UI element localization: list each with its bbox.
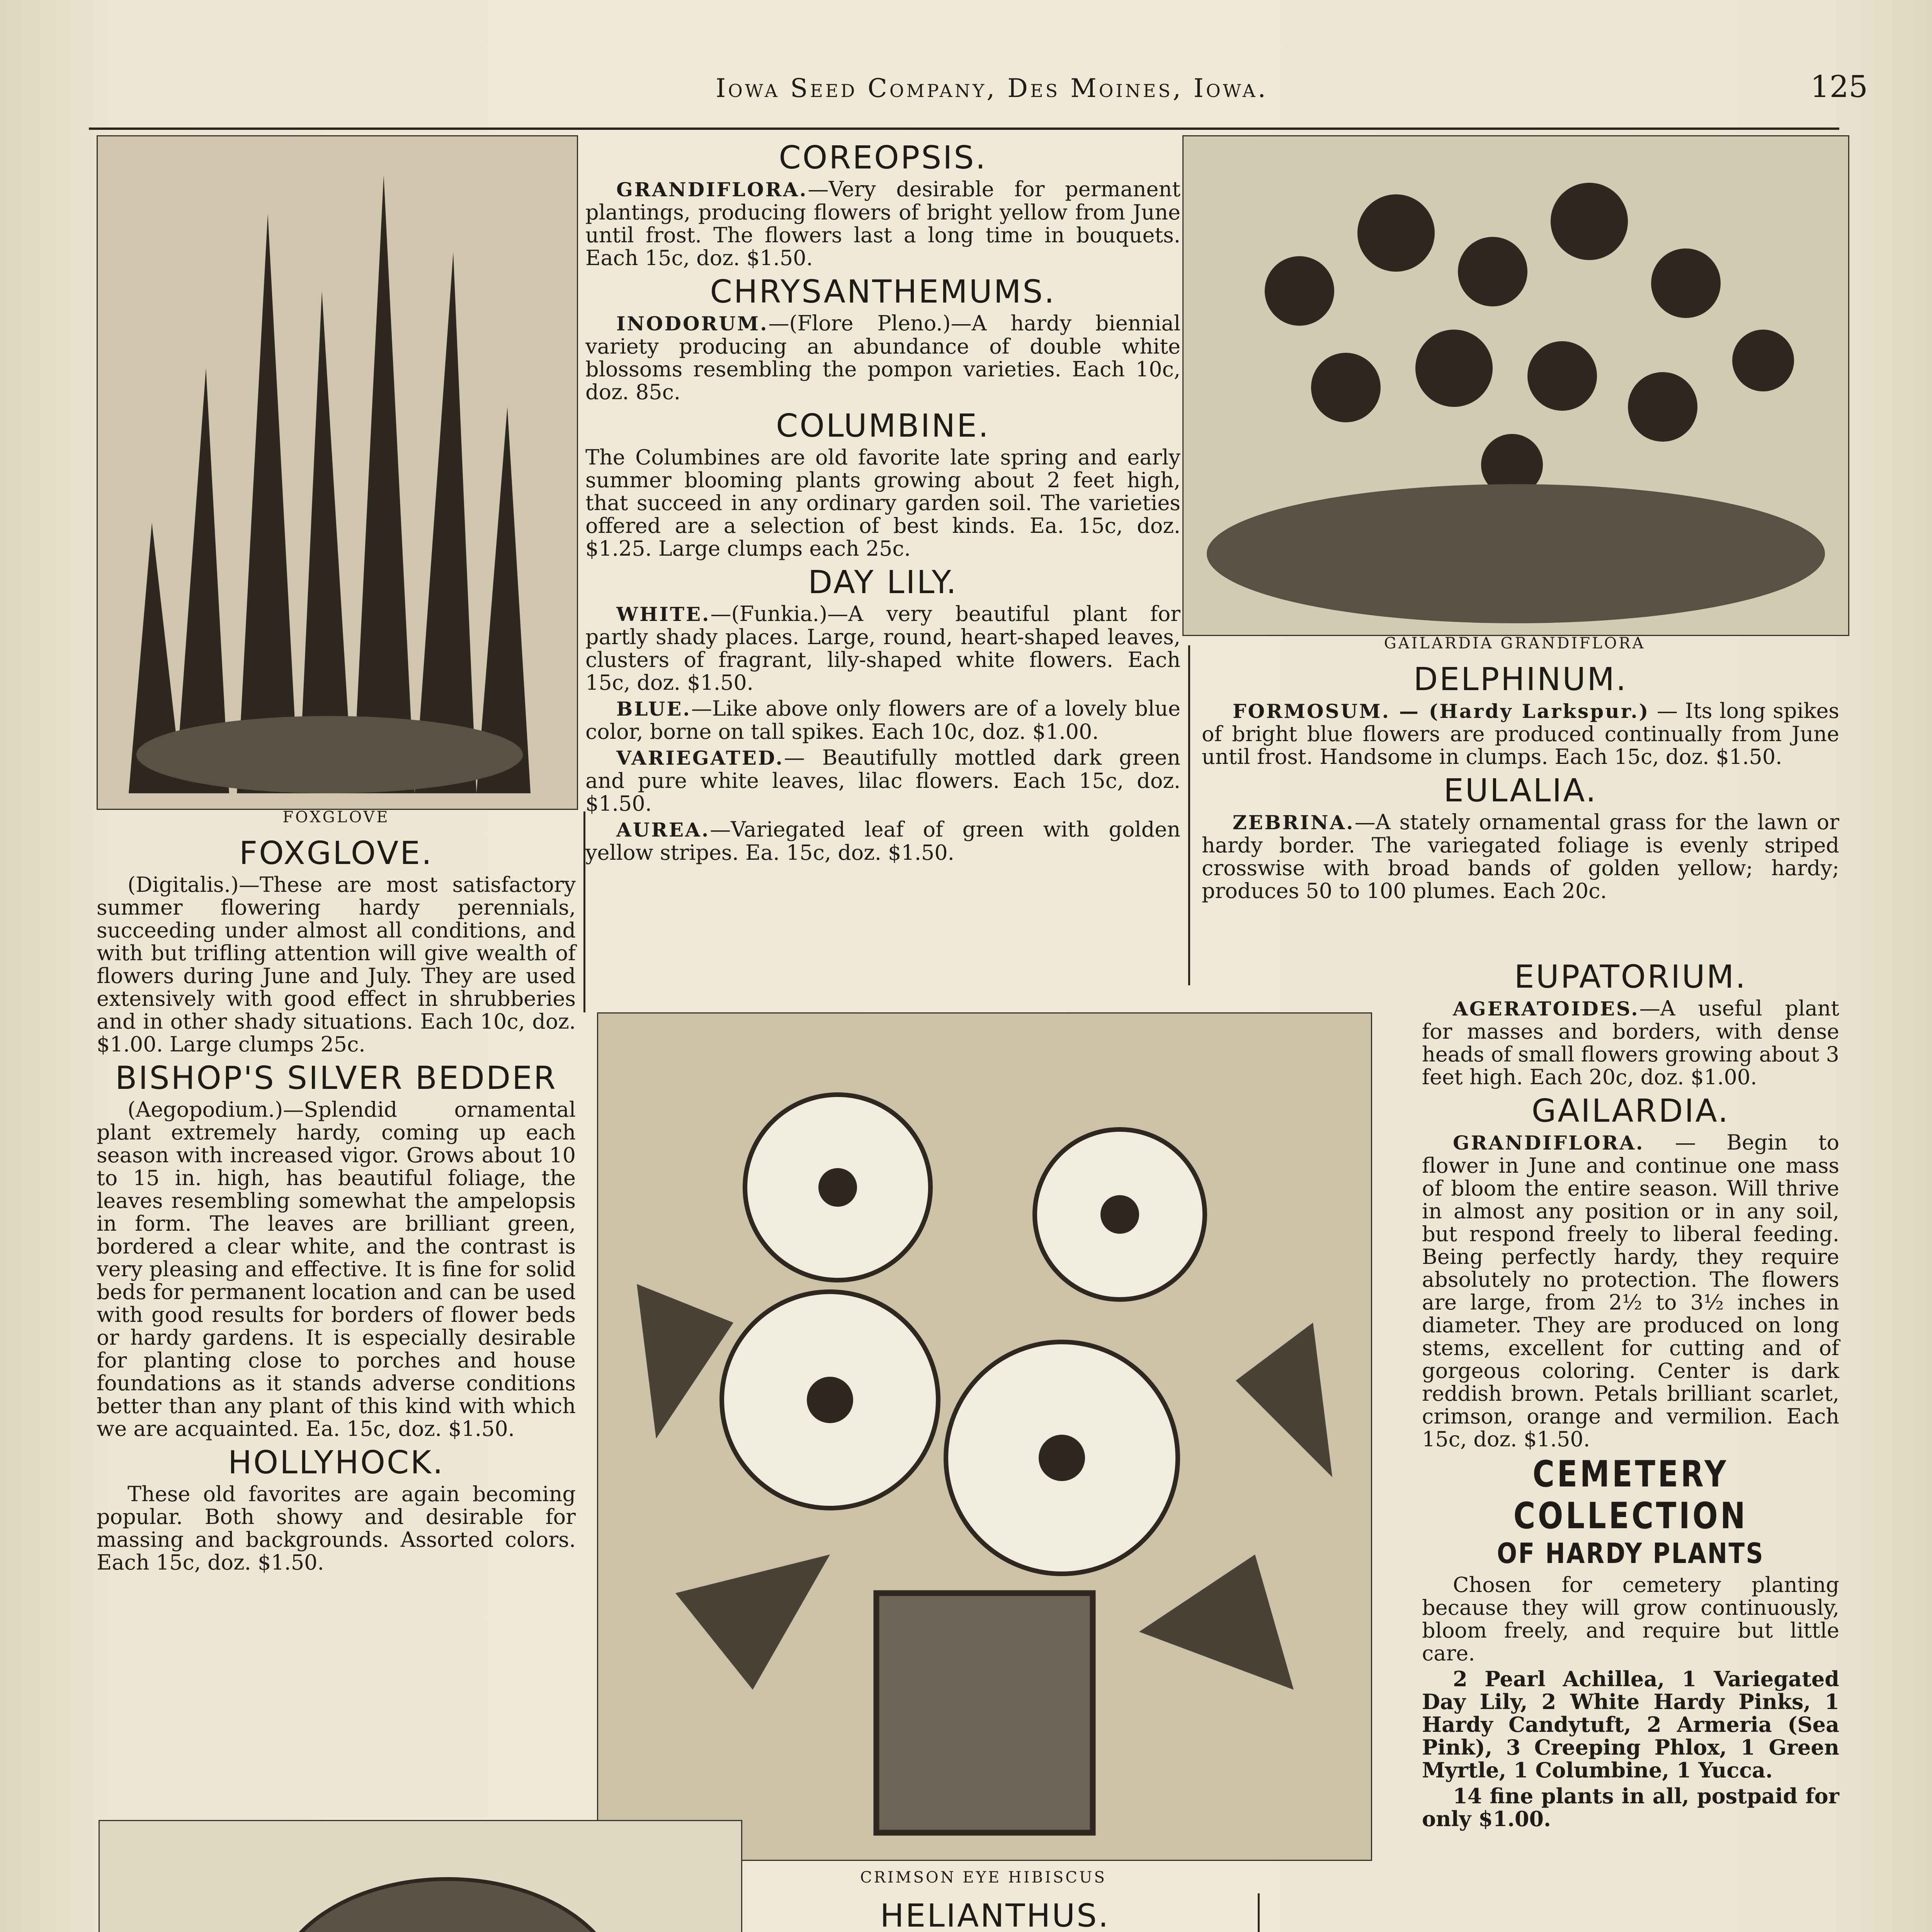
delphinum-title: DELPHINUM. [1413, 661, 1628, 698]
daylily-blue [585, 697, 1180, 743]
daylily-white-desc: —(Funkia.)—A very beautiful plant for partly shady places. Large, round, heart-shaped leaves, clusters of fragrant, lily-shaped white flowers. Each 15c, doz. $1.50. [585, 602, 1180, 695]
running-head: Iowa Seed Company, Des Moines, Iowa. [716, 73, 1268, 103]
eupatorium-title: EUPATORIUM. [1514, 959, 1747, 995]
cemetery-offer: 14 fine plants in all, postpaid for only $1.00. [1422, 1784, 1839, 1831]
coreopsis-title: COREOPSIS. [779, 139, 987, 176]
hibiscus-caption: CRIMSON EYE HIBISCUS [860, 1869, 1107, 1886]
daylily-variegated [585, 746, 1180, 815]
bishops-text: (Aegopodium.)—Splendid ornamental plant extremely hardy, coming up each season with increased vigor. Grows about 10 to 15 in. high, has beautiful foliage, the leaves resembling somewhat the ampelopsis in form. The leaves are brilliant green, bordered a clear white, and the contrast is very pleasing and effective. It is fine for solid beds for permanent location and can be used with good results for borders of flower beds or hardy gardens. It is especially desirable for planting close to porches and house foundations as it stands adverse conditions better than any plant of this kind with which we are acquainted. Ea. 15c, doz. $1.50. [97, 1097, 576, 1441]
hibiscus-illustration [597, 1012, 1372, 1861]
helianthus-title: HELIANTHUS. [880, 1898, 1110, 1932]
daylily-aurea-desc: —Variegated leaf of green with golden yellow stripes. Ea. 15c, doz. $1.50. [585, 817, 1180, 865]
hibiscus-drawing [598, 1014, 1371, 1860]
eulalia-text [1202, 811, 1839, 902]
right-column-top [1202, 657, 1839, 905]
gailardia-name: GRANDIFLORA. [1453, 1131, 1645, 1154]
columbine-text: The Columbines are old favorite late spring and early summer blooming plants growing about 2 feet high, that succeed in any ordinary garden soil. The varieties offered are a selection of best kinds. Ea. 15c, doz. $1.25. Large clumps each 25c. [585, 445, 1180, 561]
foxglove-drawing [98, 136, 577, 809]
bishops-title: BISHOP'S SILVER BEDDER [115, 1060, 557, 1097]
daylily-title: DAY LILY. [808, 564, 958, 601]
chrysanthemums-text [585, 312, 1180, 403]
gailardia-caption: GAILARDIA GRANDIFLORA [1384, 634, 1646, 652]
daylily-blue-desc: —Like above only flowers are of a lovely blue color, borne on tall spikes. Each 10c, doz. $1.00. [585, 696, 1180, 744]
gailardia-text [1422, 1131, 1839, 1451]
middle-column-bottom [740, 1893, 1250, 1932]
daylily-variegated-desc: — Beautifully mottled dark green and pure white leaves, lilac flowers. Each 15c, doz. $1.50. [585, 745, 1180, 816]
daylily-blue-name: BLUE. [616, 697, 691, 720]
gailardia-desc: — Begin to flower in June and continue one mass of bloom the entire season. Will thrive in almost any position or in any soil, but respond freely to liberal feeding. Being perfectly hardy, they require absolutely no protection. The flowers are large, from 2½ to 3½ inches in diameter. They are produced on long stems, excellent for cutting and of gorgeous coloring. Center is dark reddish brown. Petals brilliant scarlet, crimson, orange and vermilion. Each 15c, doz. $1.50. [1422, 1130, 1839, 1451]
chrysanthemums-desc: —(Flore Pleno.)—A hardy biennial variety producing an abundance of double white blossoms resembling the pompon varieties. Each 10c, doz. 85c. [585, 311, 1180, 404]
eupatorium-text [1422, 997, 1839, 1088]
daylily-aurea-name: AUREA. [616, 818, 710, 841]
coreopsis-desc: —Very desirable for permanent plantings, producing flowers of bright yellow from June until frost. The flowers last a long time in bouquets. Each 15c, doz. $1.50. [585, 177, 1180, 270]
daylily-aurea [585, 818, 1180, 864]
foxglove-text: (Digitalis.)—These are most satisfactory summer flowering hardy perennials, succeeding under almost all conditions, and with but trifling attention will give wealth of flowers during June and July. They are used extensively with good effect in shrubberies and in other shady situations. Each 10c, doz. $1.00. Large clumps 25c. [97, 872, 576, 1056]
chrysanthemums-name: INODORUM. [616, 312, 769, 335]
hemerocalis-illustration [99, 1820, 742, 1932]
coreopsis-name: GRANDIFLORA. [616, 178, 808, 201]
gailardia-title: GAILARDIA. [1531, 1093, 1730, 1129]
header-rule [89, 128, 1839, 130]
delphinum-text [1202, 699, 1839, 768]
gailardia-illustration [1182, 135, 1849, 636]
eulalia-title: EULALIA. [1443, 772, 1598, 809]
cemetery-collection [1422, 1454, 1839, 1830]
gailardia-drawing [1184, 136, 1848, 635]
delphinum-desc: — Its long spikes of bright blue flowers are produced continually from June until frost. Handsome in clumps. Each 15c, doz. $1.50. [1202, 699, 1839, 769]
cemetery-subtitle: OF HARDY PLANTS [1497, 1537, 1765, 1570]
middle-column-top [585, 135, 1180, 867]
eupatorium-name: AGERATOIDES. [1453, 997, 1639, 1020]
cemetery-title: CEMETERY COLLECTION [1513, 1453, 1748, 1537]
delphinum-name: FORMOSUM. — (Hardy Larkspur.) [1233, 700, 1650, 723]
foxglove-caption: FOXGLOVE [282, 808, 390, 826]
eulalia-name: ZEBRINA. [1233, 811, 1355, 834]
right-column-mid [1422, 954, 1839, 1833]
daylily-white [585, 602, 1180, 694]
middle-column-divider [1188, 645, 1190, 985]
chrysanthemums-title: CHRYSANTHEMUMS. [710, 274, 1056, 310]
foxglove-illustration [97, 135, 578, 810]
columbine-title: COLUMBINE. [776, 408, 990, 444]
hollyhock-text: These old favorites are again becoming popular. Both showy and desirable for massing and backgrounds. Assorted colors. Each 15c, doz. $1.50. [97, 1482, 576, 1575]
eupatorium-desc: —A useful plant for masses and borders, with dense heads of small flowers growing about 3 feet high. Each 20c, doz. $1.00. [1422, 996, 1839, 1089]
hollyhock-title: HOLLYHOCK. [228, 1444, 445, 1481]
cemetery-intro: Chosen for cemetery planting because they will grow continuously, bloom freely, and require but little care. [1422, 1573, 1839, 1665]
page-number: 125 [1810, 70, 1868, 104]
coreopsis-text [585, 178, 1180, 269]
eulalia-desc: —A stately ornamental grass for the lawn or hardy border. The variegated foliage is evenly striped crosswise with broad bands of golden yellow; hardy; produces 50 to 100 plumes. Each 20c. [1202, 810, 1839, 903]
hemerocalis-drawing [100, 1821, 741, 1932]
daylily-variegated-name: VARIEGATED. [616, 747, 784, 769]
foxglove-title: FOXGLOVE. [239, 835, 433, 872]
daylily-white-name: WHITE. [616, 603, 711, 626]
bottom-right-divider [1258, 1893, 1260, 1932]
left-column-top [97, 831, 576, 1577]
cemetery-list: 2 Pearl Achillea, 1 Variegated Day Lily, 2 White Hardy Pinks, 1 Hardy Candytuft, 2 Armeria (Sea Pink), 3 Creeping Phlox, 1 Green Myrtle, 1 Columbine, 1 Yucca. [1422, 1667, 1839, 1782]
